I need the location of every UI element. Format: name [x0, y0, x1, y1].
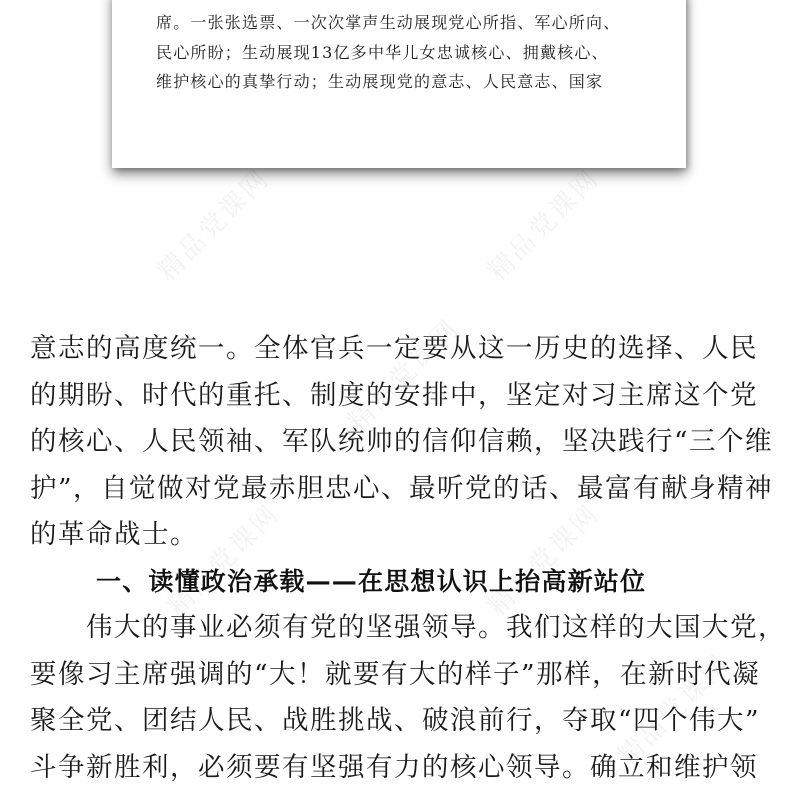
paragraph-line: 伟大的事业必须有党的坚强领导。我们这样的大国大党， — [30, 612, 786, 643]
paragraph-line: 意志的高度统一。全体官兵一定要从这一历史的选择、人民 — [30, 333, 758, 364]
watermark-4: 精品党课网 — [162, 498, 287, 623]
paragraph-line: 的革命战士。 — [30, 519, 198, 550]
watermark-3: 精品党课网 — [342, 313, 467, 438]
paragraph-line: 聚全党、团结人民、战胜挑战、破浪前行，夺取“四个伟大” — [30, 705, 761, 736]
paragraph-line: 的期盼、时代的重托、制度的安排中，坚定对习主席这个党 — [30, 379, 758, 411]
card-line: 民心所盼；生动展现13亿多中华儿女忠诚核心、拥戴核心、 — [156, 42, 609, 62]
quote-card — [112, 0, 686, 168]
paragraph-line: 的核心、人民领袖、军队统帅的信仰信赖，坚决践行“三个维 — [30, 426, 774, 457]
watermark-5: 精品党课网 — [482, 498, 607, 623]
paragraph-line: 要像习主席强调的“大！就要有大的样子”那样，在新时代凝 — [30, 658, 761, 690]
paragraph-line: 护”，自觉做对党最赤胆忠心、最听党的话、最富有献身精神 — [30, 472, 774, 504]
card-line: 维护核心的真挚行动；生动展现党的意志、人民意志、国家 — [156, 72, 604, 91]
watermark-2: 精品党课网 — [482, 163, 607, 288]
watermark-6: 精品党课网 — [612, 648, 737, 773]
watermark-1: 精品党课网 — [152, 163, 277, 288]
card-line: 席。一张张选票、一次次掌声生动展现党心所指、军心所向、 — [156, 13, 621, 32]
article-body — [30, 326, 786, 791]
section-heading: 一、读懂政治承载——在思想认识上抬高新站位 — [96, 566, 647, 596]
paragraph-line: 斗争新胜利，必须要有坚强有力的核心领导。确立和维护领 — [30, 751, 758, 783]
